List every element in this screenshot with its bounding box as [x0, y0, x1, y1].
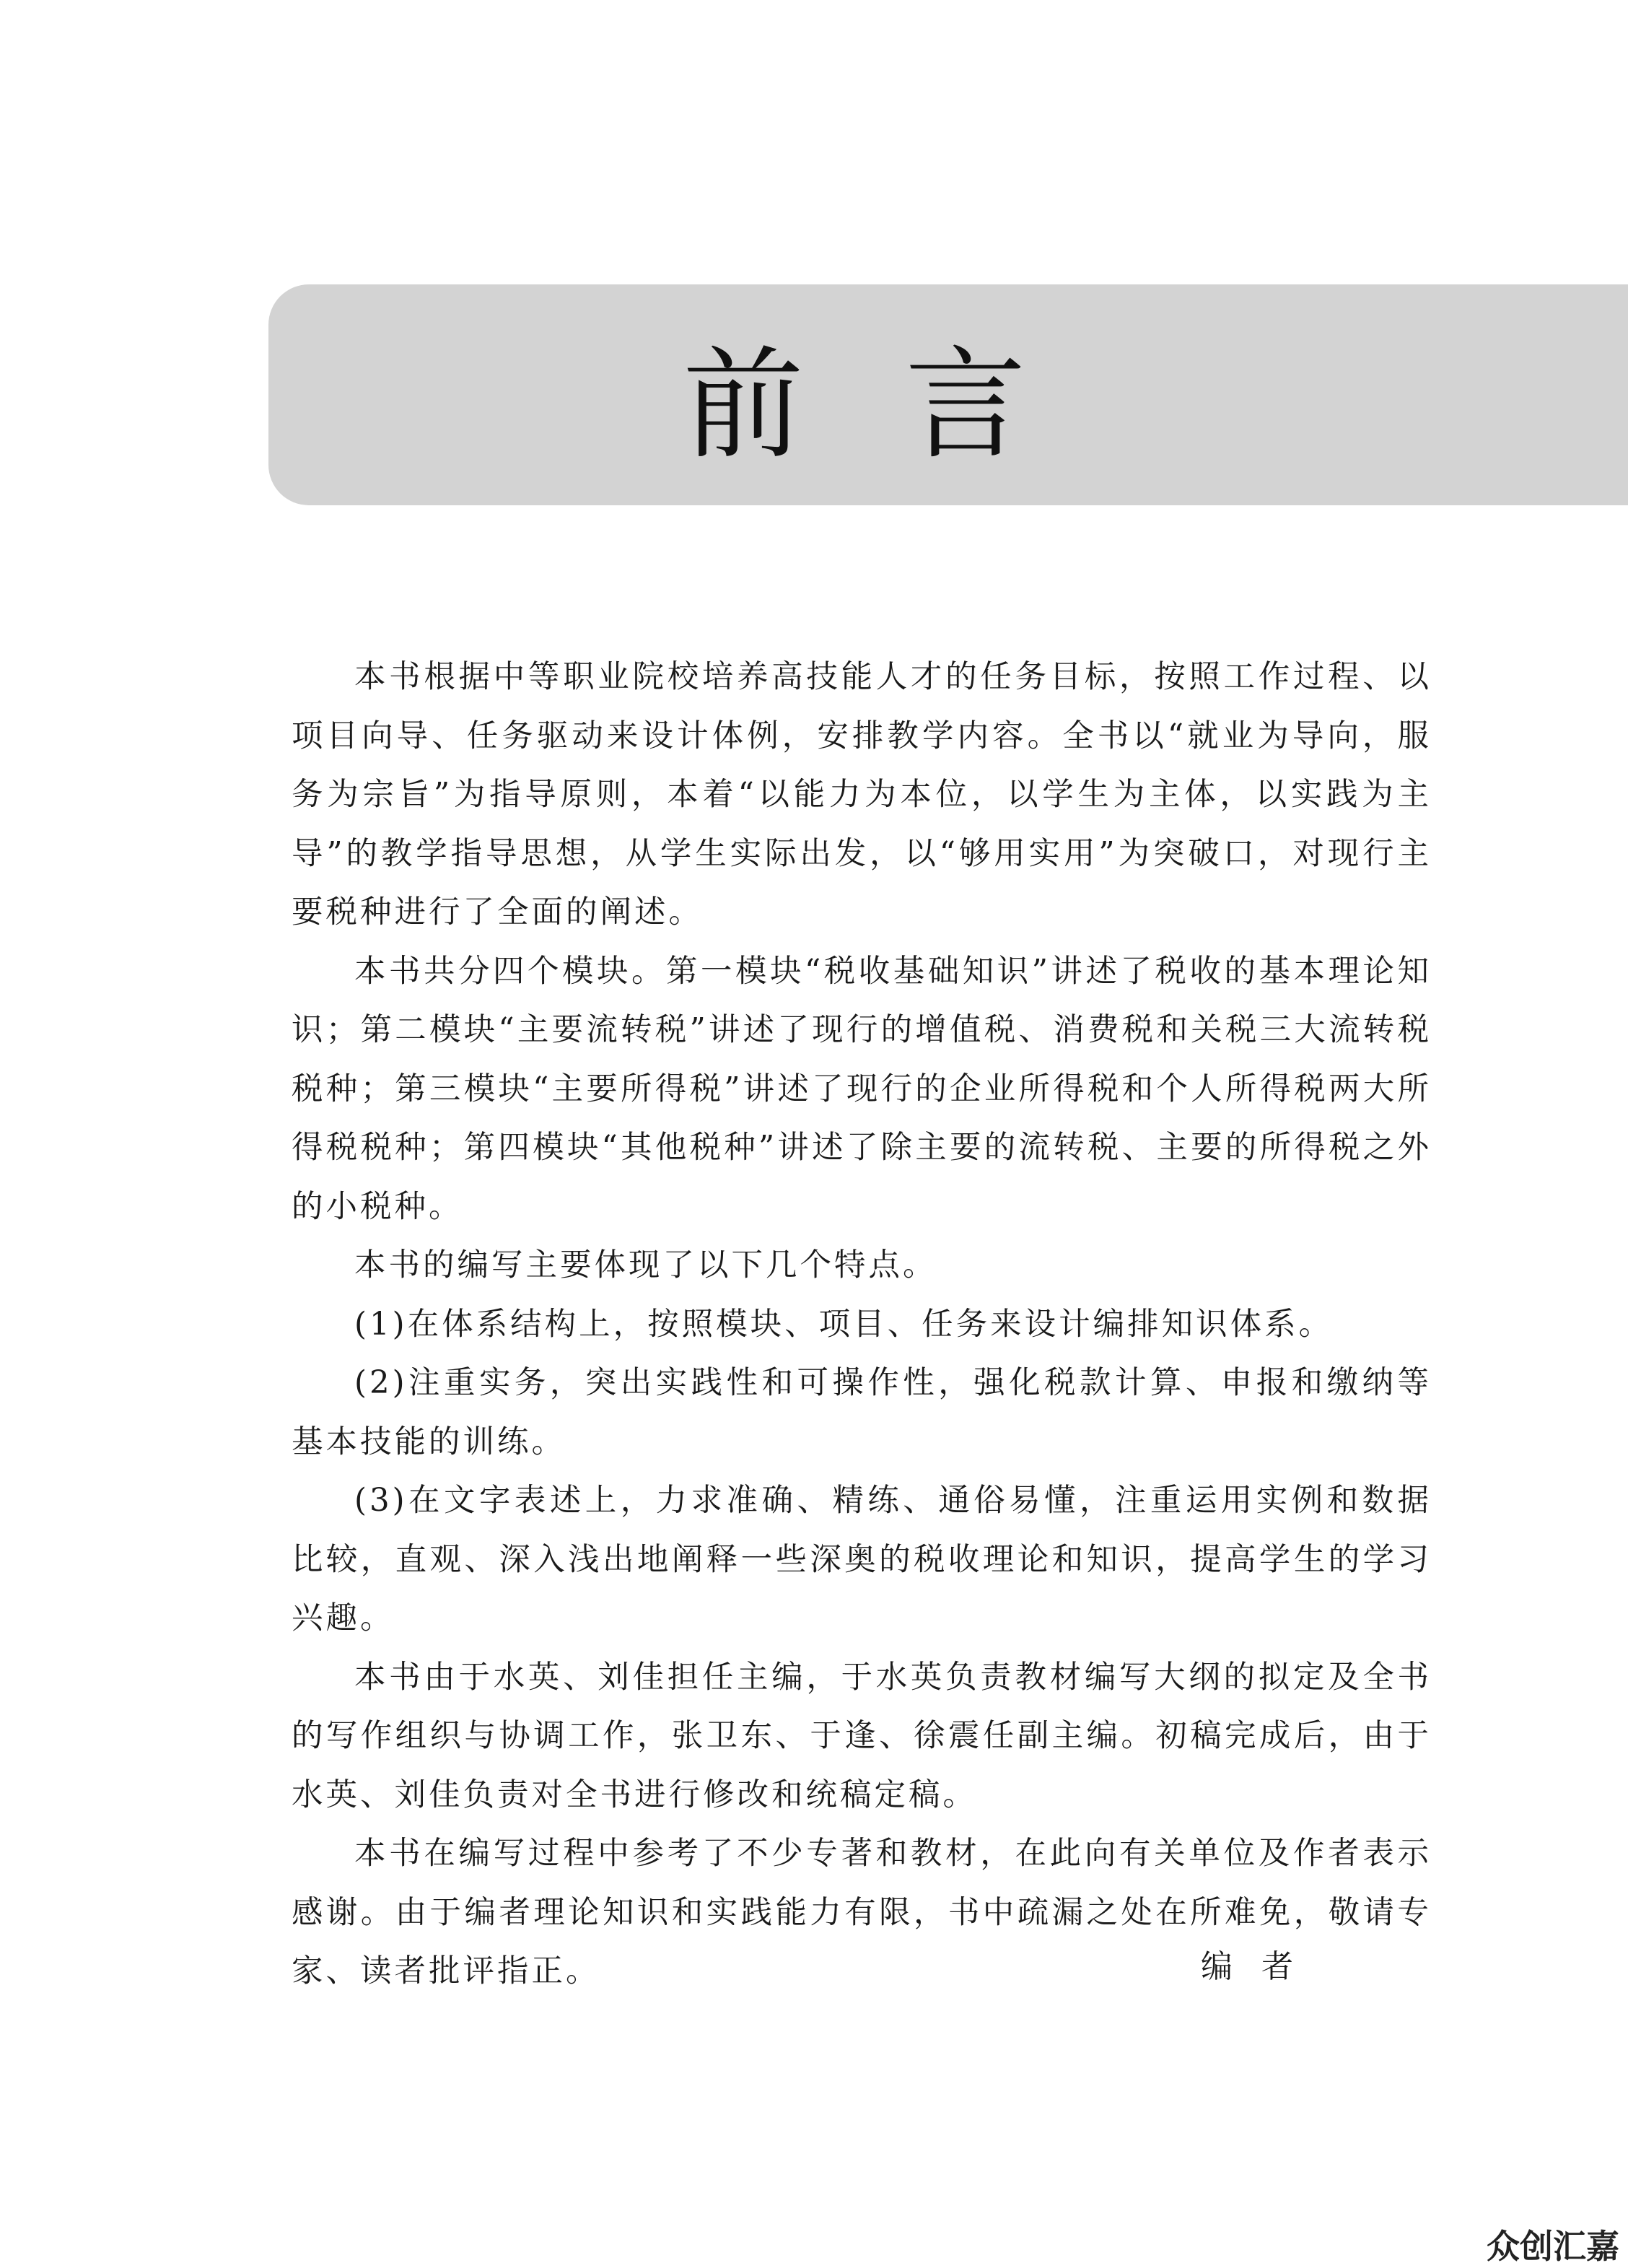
- paragraph-feature-3: (3)在文字表述上，力求准确、精练、通俗易懂，注重运用实例和数据比较，直观、深入浅出地阐释一些深奥的税收理论和知识，提高学生的学习兴趣。: [292, 1483, 1432, 1636]
- page-title: 前言: [683, 333, 1127, 476]
- body-text: [292, 648, 1432, 2002]
- paragraph-editors: 本书由于水英、刘佳担任主编，于水英负责教材编写大纲的拟定及全书的写作组织与协调工作，张卫东、于逢、徐震任副主编。初稿完成后，由于水英、刘佳负责对全书进行修改和统稿定稿。: [292, 1659, 1432, 1813]
- paragraph-modules: 本书共分四个模块。第一模块“税收基础知识”讲述了税收的基本理论知识；第二模块“主要流转税”讲述了现行的增值税、消费税和关税三大流转税税种；第三模块“主要所得税”讲述了现行的企业所得税和个人所得税两大所得税税种；第四模块“其他税种”讲述了除主要的流转税、主要的所得税之外的小税种。: [292, 953, 1432, 1225]
- paragraph-feature-1: (1)在体系结构上，按照模块、项目、任务来设计编排知识体系。: [354, 1306, 1334, 1343]
- watermark-logo: 众创汇嘉: [1484, 2220, 1622, 2268]
- paragraph-intro: 本书根据中等职业院校培养高技能人才的任务目标，按照工作过程、以项目向导、任务驱动来设计体例，安排教学内容。全书以“就业为导向，服务为宗旨”为指导原则，本着“以能力为本位，以学生为主体，以实践为主导”的教学指导思想，从学生实际出发，以“够用实用”为突破口，对现行主要税种进行了全面的阐述。: [292, 659, 1432, 930]
- signature: 编者: [1201, 1948, 1322, 1985]
- paragraph-acknowledgement: 本书在编写过程中参考了不少专著和教材，在此向有关单位及作者表示感谢。由于编者理论知识和实践能力有限，书中疏漏之处在所难免，敬请专家、读者批评指正。: [292, 1836, 1432, 1989]
- paragraph-feature-2: (2)注重实务，突出实践性和可操作性，强化税款计算、申报和缴纳等基本技能的训练。: [292, 1365, 1432, 1460]
- paragraph-features-intro: 本书的编写主要体现了以下几个特点。: [354, 1247, 937, 1283]
- title-banner: [268, 284, 1628, 505]
